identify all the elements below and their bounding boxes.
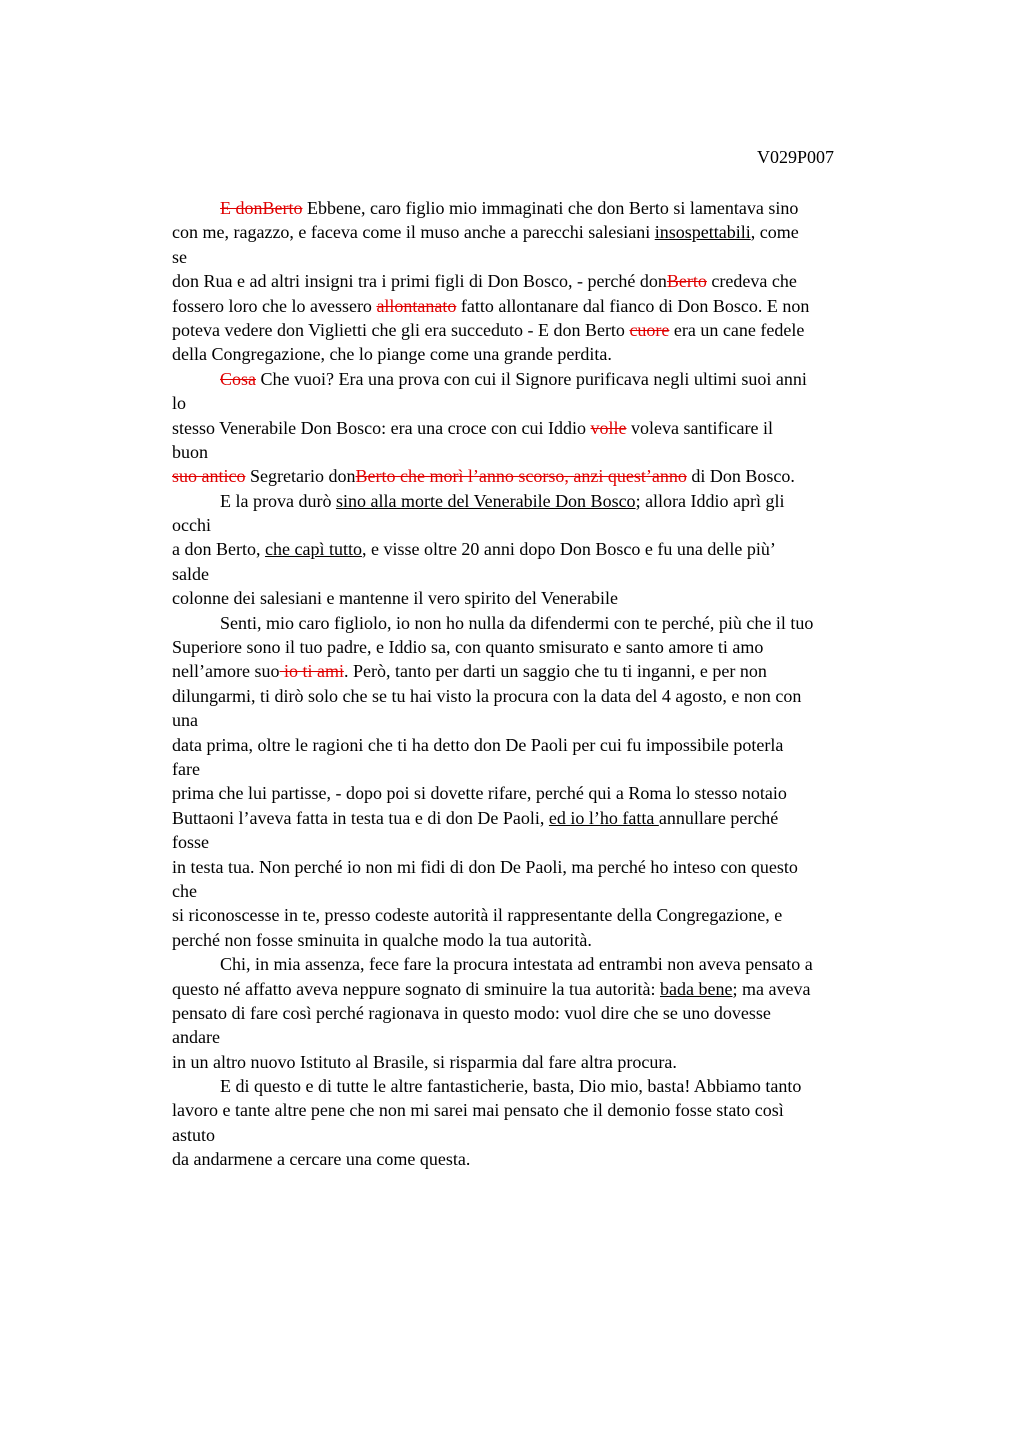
text-segment: colonne dei salesiani e mantenne il vero spirito del Venerabile bbox=[172, 588, 619, 609]
text-segment: era un cane fedele bbox=[669, 319, 805, 340]
text-segment: poteva vedere don Viglietti che gli era succeduto - E don Berto bbox=[172, 319, 630, 340]
text-line bbox=[172, 220, 912, 244]
text-segment: della Congregazione, che lo piange come una grande perdita. bbox=[172, 344, 612, 365]
text-line bbox=[172, 196, 912, 220]
text-segment: don Rua e ad altri insigni tra i primi figli di Don Bosco, - perché don bbox=[172, 271, 667, 292]
text-line bbox=[172, 806, 912, 830]
text-segment: fossero loro che lo avessero bbox=[172, 295, 377, 316]
text-line bbox=[172, 245, 912, 269]
deleted-text: E donBerto bbox=[220, 198, 303, 218]
text-line bbox=[172, 1050, 912, 1074]
deleted-text: allontanato bbox=[376, 295, 457, 316]
underlined-text: ed io l’ho fatta bbox=[548, 807, 659, 828]
text-segment: Che vuoi? Era una prova con cui il Signore purificava negli ultimi suoi anni bbox=[256, 368, 807, 389]
text-line bbox=[172, 830, 912, 854]
text-line bbox=[172, 464, 912, 488]
text-line bbox=[172, 1098, 912, 1122]
text-segment: fare bbox=[172, 758, 200, 779]
text-segment: E di questo e di tutte le altre fantasticherie, basta, Dio mio, basta! Abbiamo tanto bbox=[220, 1076, 802, 1097]
text-line bbox=[172, 513, 912, 537]
text-segment: lavoro e tante altre pene che non mi sarei mai pensato che il demonio fosse stato così bbox=[172, 1100, 784, 1121]
text-segment: Senti, mio caro figliolo, io non ho nulla da difendermi con te perché, più che il tuo bbox=[220, 612, 814, 633]
text-line bbox=[172, 537, 912, 561]
deleted-text: Cosa bbox=[220, 368, 256, 389]
text-line bbox=[172, 294, 912, 318]
text-segment: Superiore sono il tuo padre, e Iddio sa, con quanto smisurato e santo amore ti amo bbox=[172, 637, 764, 658]
text-segment: , e visse oltre 20 anni dopo Don Bosco e fu una delle più’ bbox=[361, 539, 776, 560]
underlined-text: sino alla morte del Venerabile Don Bosco bbox=[335, 490, 636, 511]
letter-body bbox=[172, 196, 912, 1172]
text-segment: nell’amore suo bbox=[172, 661, 280, 682]
text-line bbox=[172, 928, 912, 952]
text-segment: pensato di fare così perché ragionava in questo modo: vuol dire che se uno dovesse bbox=[172, 1002, 771, 1023]
underlined-text: che capì tutto bbox=[264, 539, 362, 560]
text-segment: prima che lui partisse, - dopo poi si dovette rifare, perché qui a Roma lo stesso notaio bbox=[172, 783, 787, 804]
text-line bbox=[172, 562, 912, 586]
text-segment: se bbox=[172, 246, 187, 267]
deleted-text: io ti ami bbox=[279, 661, 344, 682]
text-segment: . Però, tanto per darti un saggio che tu ti inganni, e per non bbox=[343, 661, 767, 682]
text-line bbox=[172, 416, 912, 440]
text-segment: si riconoscesse in te, presso codeste autorità il rappresentante della Congregazione, e bbox=[172, 905, 783, 926]
text-segment: data prima, oltre le ragioni che ti ha detto don De Paoli per cui fu impossibile poterla bbox=[172, 734, 784, 755]
text-segment: dilungarmi, ti dirò solo che se tu hai visto la procura con la data del 4 agosto, e non con bbox=[172, 685, 802, 706]
document-id: V029P007 bbox=[757, 147, 835, 167]
deleted-text: volle bbox=[590, 417, 627, 438]
text-segment: lo bbox=[172, 393, 187, 414]
text-segment: con me, ragazzo, e faceva come il muso anche a parecchi salesiani bbox=[172, 222, 655, 243]
text-segment: una bbox=[172, 710, 198, 731]
text-line bbox=[172, 952, 912, 976]
text-line bbox=[172, 440, 912, 464]
underlined-text: insospettabili bbox=[654, 222, 751, 243]
deleted-text: Berto che morì l’anno scorso, anzi quest’anno bbox=[355, 466, 687, 487]
text-segment: Chi, in mia assenza, fece fare la procura intestata ad entrambi non aveva pensato a bbox=[220, 954, 813, 975]
text-segment: perché non fosse sminuita in qualche modo la tua autorità. bbox=[172, 929, 592, 950]
text-segment: occhi bbox=[172, 515, 211, 536]
text-segment: Segretario don bbox=[245, 466, 356, 487]
text-segment: , come bbox=[750, 222, 799, 243]
text-line bbox=[172, 1074, 912, 1098]
text-segment: stesso Venerabile Don Bosco: era una croce con cui Iddio bbox=[172, 417, 591, 438]
text-line bbox=[172, 733, 912, 757]
text-segment: in testa tua. Non perché io non mi fidi di don De Paoli, ma perché ho inteso con questo bbox=[172, 856, 798, 877]
text-line bbox=[172, 781, 912, 805]
text-segment: Buttaoni l’aveva fatta in testa tua e di don De Paoli, bbox=[172, 807, 549, 828]
text-line bbox=[172, 1123, 912, 1147]
text-line bbox=[172, 708, 912, 732]
text-line bbox=[172, 391, 912, 415]
text-line bbox=[172, 879, 912, 903]
text-segment: che bbox=[172, 880, 197, 901]
text-segment: voleva santificare il bbox=[626, 417, 773, 438]
text-segment: ; allora Iddio aprì gli bbox=[635, 490, 785, 511]
text-segment: di Don Bosco. bbox=[686, 466, 795, 487]
text-line bbox=[172, 1147, 912, 1171]
text-segment: questo né affatto aveva neppure sognato di sminuire la tua autorità: bbox=[172, 978, 661, 999]
deleted-text: Berto bbox=[666, 271, 707, 292]
text-segment: annullare perché bbox=[658, 807, 779, 828]
text-line bbox=[172, 1025, 912, 1049]
text-line bbox=[172, 342, 912, 366]
text-line bbox=[172, 586, 912, 610]
text-line bbox=[172, 1001, 912, 1025]
text-line bbox=[172, 903, 912, 927]
text-line bbox=[172, 367, 912, 391]
text-line bbox=[172, 855, 912, 879]
text-segment: fosse bbox=[172, 832, 209, 853]
text-segment: da andarmene a cercare una come questa. bbox=[172, 1149, 471, 1170]
text-segment: in un altro nuovo Istituto al Brasile, si risparmia dal fare altra procura. bbox=[172, 1051, 677, 1072]
text-segment: andare bbox=[172, 1027, 220, 1048]
text-segment: ; ma aveva bbox=[732, 978, 811, 999]
text-segment: E la prova durò bbox=[220, 490, 336, 511]
text-line bbox=[172, 659, 912, 683]
text-segment: astuto bbox=[172, 1124, 215, 1145]
text-segment: fatto allontanare dal fianco di Don Bosco. E non bbox=[456, 295, 810, 316]
deleted-text: cuore bbox=[629, 319, 670, 340]
text-segment: a don Berto, bbox=[172, 539, 265, 560]
underlined-text: bada bene bbox=[660, 978, 733, 999]
text-line bbox=[172, 977, 912, 1001]
text-line bbox=[172, 684, 912, 708]
deleted-text: suo antico bbox=[172, 466, 246, 487]
text-line bbox=[172, 635, 912, 659]
text-line bbox=[172, 757, 912, 781]
text-line bbox=[172, 269, 912, 293]
text-segment: Ebbene, caro figlio mio immaginati che don Berto si lamentava sino bbox=[302, 198, 799, 218]
text-segment: credeva che bbox=[706, 271, 797, 292]
text-segment: salde bbox=[172, 563, 209, 584]
text-line bbox=[172, 611, 912, 635]
text-segment: buon bbox=[172, 441, 208, 462]
text-line bbox=[172, 318, 912, 342]
text-line bbox=[172, 489, 912, 513]
